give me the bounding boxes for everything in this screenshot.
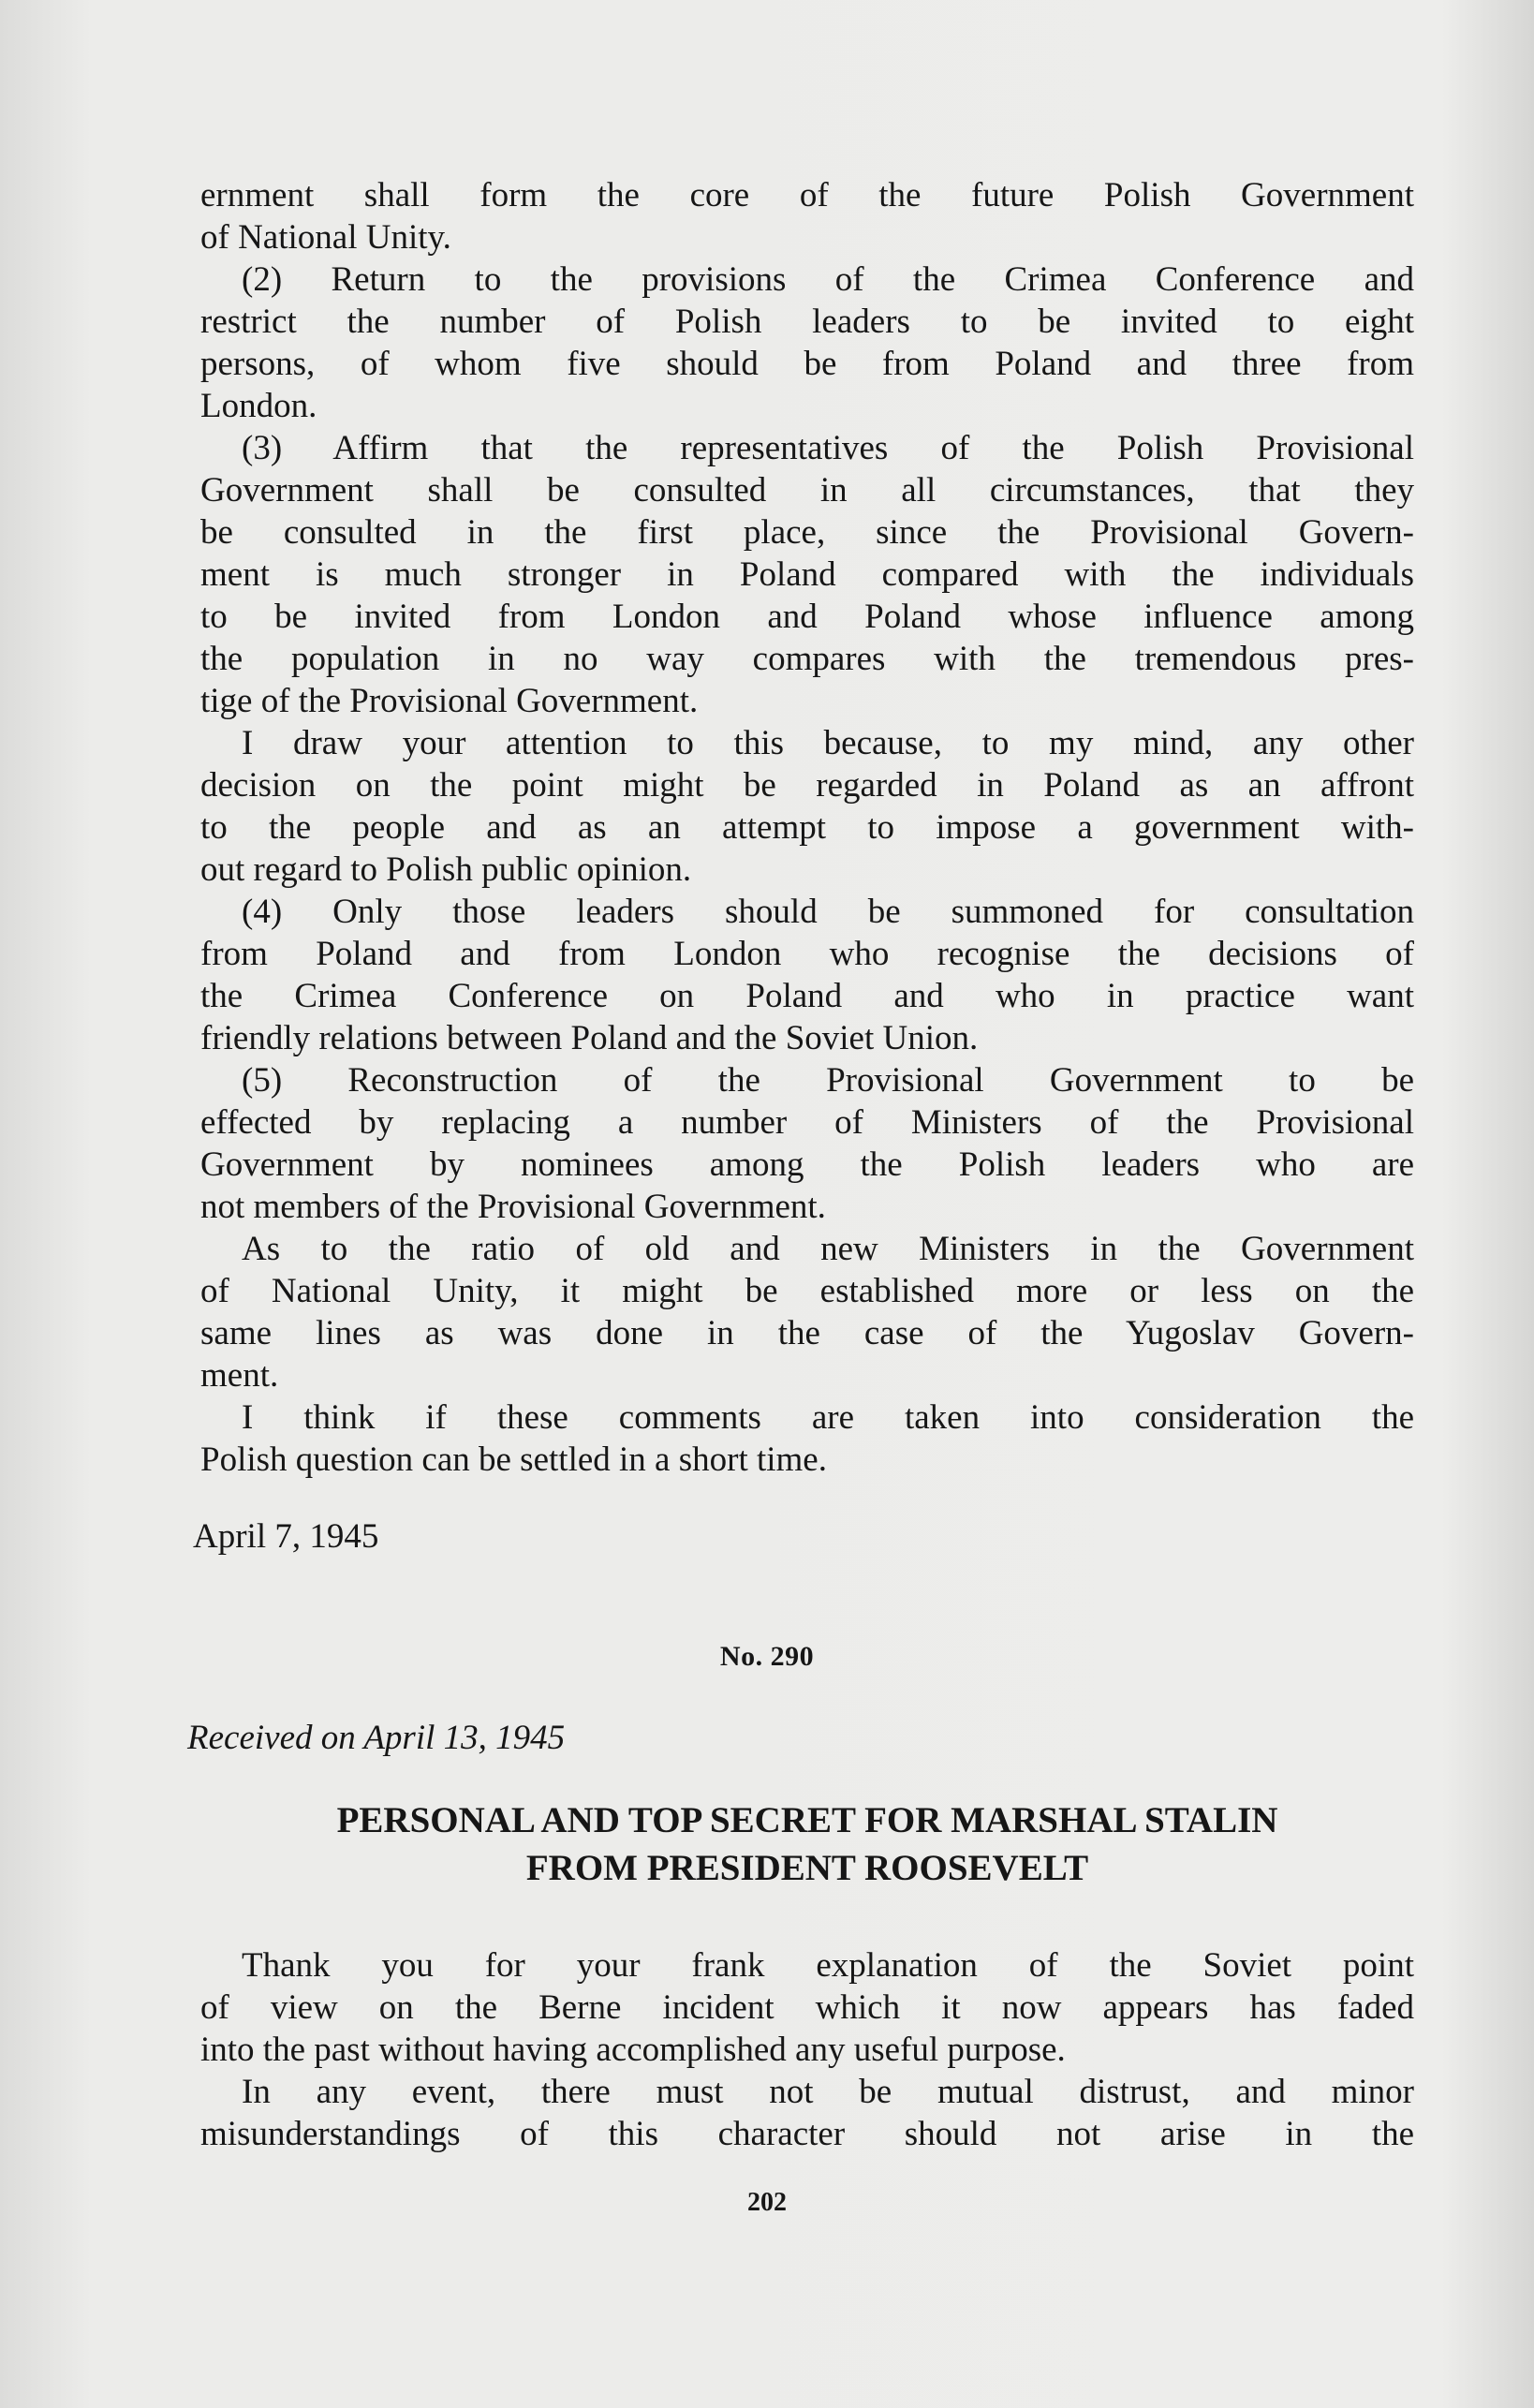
text-line: ment.	[200, 1356, 279, 1395]
text-line: the population in no way compares with the tremendous pres-	[200, 640, 1414, 678]
text-line: of National Unity.	[200, 218, 451, 257]
paragraph	[200, 174, 1414, 259]
text-line: decision on the point might be regarded in Poland as an affront	[200, 766, 1414, 805]
paragraph	[200, 427, 1414, 722]
text-line: friendly relations between Poland and the Soviet Union.	[200, 1019, 979, 1057]
body-text-section-1	[200, 174, 1414, 1481]
paragraph	[200, 259, 1414, 427]
text-line: the Crimea Conference on Poland and who in practice want	[200, 977, 1414, 1015]
text-line: effected by replacing a number of Ministers of the Provisional	[200, 1103, 1414, 1142]
text-line: of National Unity, it might be established more or less on the	[200, 1272, 1414, 1310]
document-number: No. 290	[719, 1641, 815, 1672]
letter-date: April 7, 1945	[193, 1517, 379, 1556]
heading-line-2: FROM PRESIDENT ROOSEVELT	[525, 1848, 1089, 1888]
text-line: ernment shall form the core of the future Polish Government	[200, 176, 1414, 214]
text-line: Polish question can be settled in a short time.	[200, 1440, 827, 1479]
text-line: from Poland and from London who recognise the decisions of	[200, 935, 1414, 973]
text-line: I think if these comments are taken into consideration the	[242, 1398, 1414, 1437]
paragraph	[200, 722, 1414, 891]
text-line: persons, of whom five should be from Poland and three from	[200, 345, 1414, 383]
text-line: to be invited from London and Poland whose influence among	[200, 598, 1414, 636]
text-line: London.	[200, 387, 317, 425]
text-line: not members of the Provisional Government.	[200, 1188, 826, 1226]
text-line: of view on the Berne incident which it now appears has faded	[200, 1988, 1414, 2027]
paragraph	[200, 2071, 1414, 2155]
paragraph	[200, 1944, 1414, 2071]
paragraph	[200, 891, 1414, 1059]
paragraph	[200, 1228, 1414, 1396]
text-line: (3) Affirm that the representatives of the Polish Provisional	[242, 429, 1414, 467]
text-line: In any event, there must not be mutual distrust, and minor	[242, 2073, 1414, 2111]
text-line: ment is much stronger in Poland compared with the individuals	[200, 555, 1414, 594]
text-line: (5) Reconstruction of the Provisional Government to be	[242, 1061, 1414, 1100]
heading-line-1: PERSONAL AND TOP SECRET FOR MARSHAL STALIN	[336, 1800, 1278, 1840]
text-line: Thank you for your frank explanation of the Soviet point	[242, 1946, 1414, 1985]
text-line: (4) Only those leaders should be summoned for consultation	[242, 893, 1414, 931]
text-line: same lines as was done in the case of the Yugoslav Govern-	[200, 1314, 1414, 1352]
text-line: As to the ratio of old and new Ministers in the Government	[242, 1230, 1414, 1268]
page-number: 202	[747, 2188, 787, 2217]
text-line: misunderstandings of this character should not arise in the	[200, 2115, 1414, 2153]
text-line: restrict the number of Polish leaders to be invited to eight	[200, 303, 1414, 341]
body-text-section-2	[200, 1944, 1414, 2155]
message-heading	[200, 1796, 1414, 1892]
paragraph	[200, 1059, 1414, 1228]
text-line: tige of the Provisional Government.	[200, 682, 699, 720]
text-line: to the people and as an attempt to impose a government with-	[200, 808, 1414, 847]
received-date: Received on April 13, 1945	[187, 1719, 566, 1757]
text-line: be consulted in the first place, since the Provisional Govern-	[200, 513, 1414, 552]
text-line: I draw your attention to this because, to my mind, any other	[242, 724, 1414, 762]
text-line: (2) Return to the provisions of the Crimea Conference and	[242, 260, 1414, 299]
text-line: into the past without having accomplished any useful purpose.	[200, 2031, 1066, 2069]
text-line: Government shall be consulted in all circumstances, that they	[200, 471, 1414, 510]
text-line: Government by nominees among the Polish leaders who are	[200, 1145, 1414, 1184]
text-line: out regard to Polish public opinion.	[200, 850, 692, 889]
paragraph	[200, 1396, 1414, 1481]
